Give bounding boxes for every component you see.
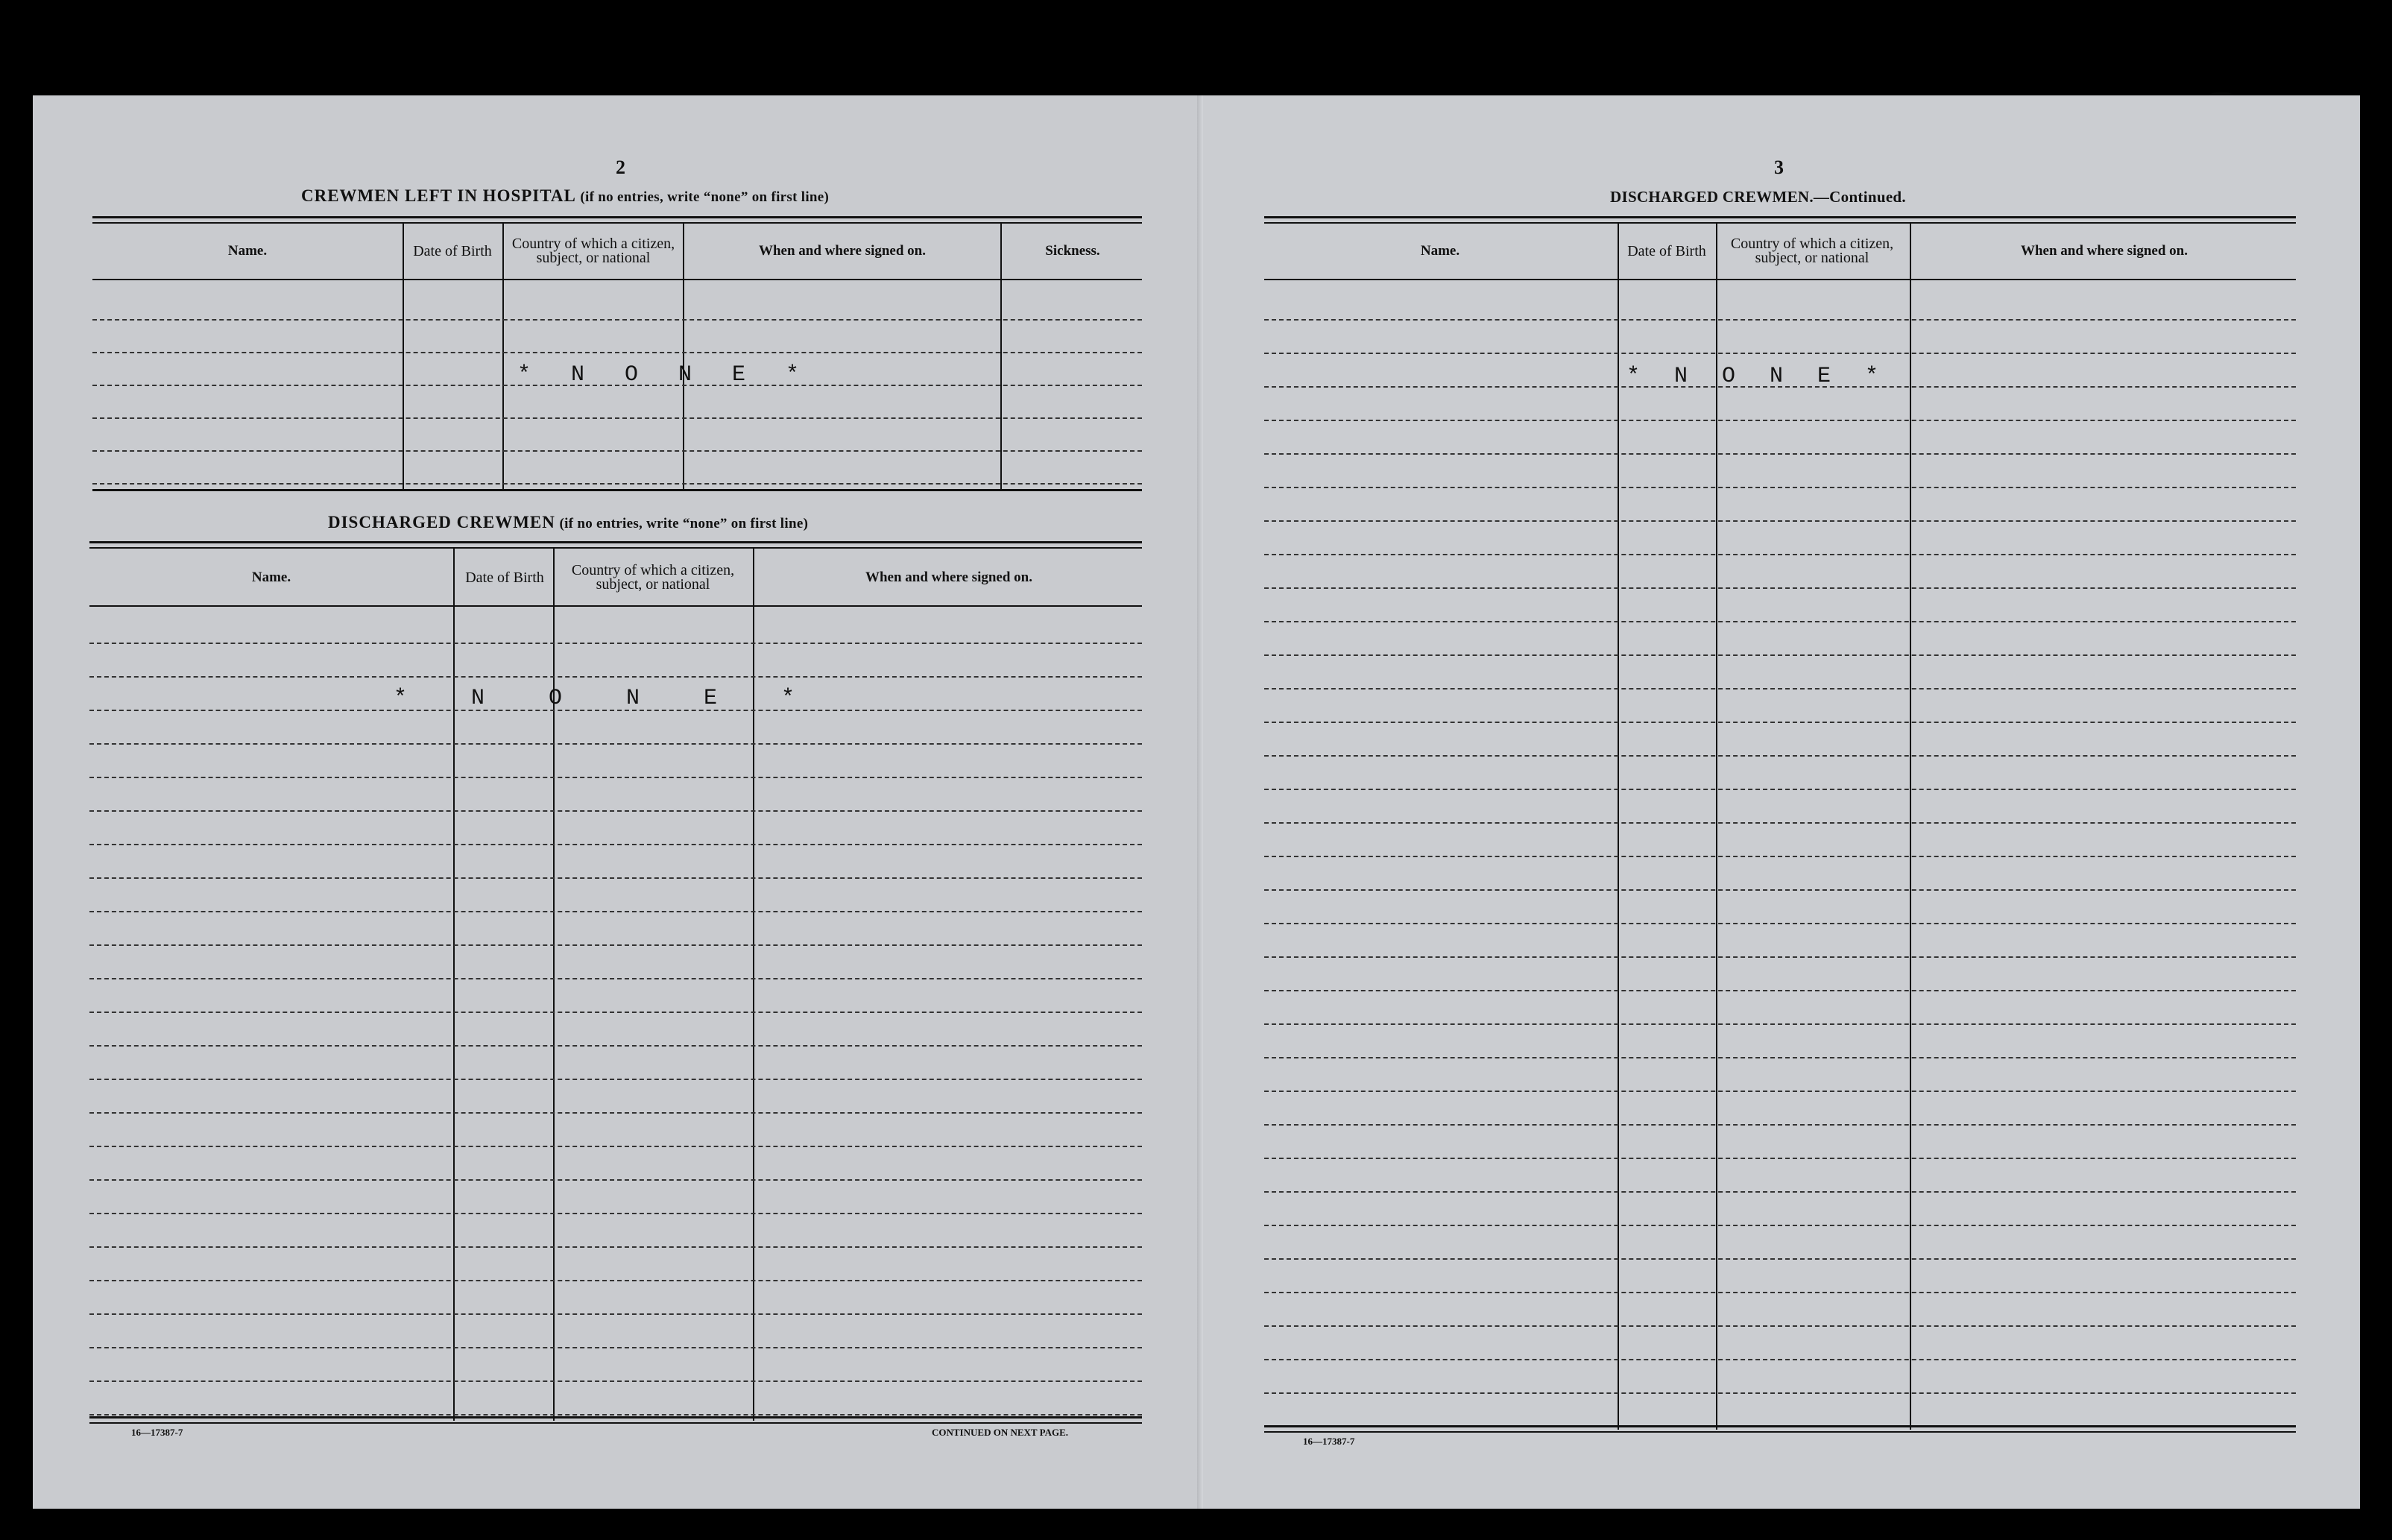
continued-note: CONTINUED ON NEXT PAGE. (932, 1427, 1068, 1438)
ruled-line (1264, 1225, 2296, 1226)
ruled-line (89, 1246, 1142, 1248)
ruled-line (1264, 487, 2296, 488)
ruled-line (1264, 789, 2296, 790)
ruled-line (1264, 755, 2296, 757)
ruled-line (89, 1414, 1142, 1416)
ruled-line (1264, 1359, 2296, 1360)
ruled-line (1264, 1057, 2296, 1058)
ruled-line (1264, 1191, 2296, 1193)
discharged-header-dob: Date of Birth (465, 569, 544, 586)
hospital-none-entry: * N O N E * (517, 362, 813, 388)
ruled-line (89, 743, 1142, 745)
left-page (33, 95, 1203, 1509)
discharged-header-signed-on: When and where signed on. (865, 569, 1032, 585)
ruled-line (89, 1313, 1142, 1315)
ruled-line (1264, 621, 2296, 622)
ruled-line (89, 1012, 1142, 1013)
ruled-line (1264, 856, 2296, 857)
hospital-header-dob: Date of Birth (413, 242, 492, 259)
ruled-line (89, 810, 1142, 812)
ruled-line (1264, 990, 2296, 991)
ruled-line (89, 1179, 1142, 1181)
page-number-left: 2 (616, 157, 625, 178)
discharged-section-title (328, 513, 808, 532)
hospital-header-signed-on: When and where signed on. (758, 243, 926, 259)
ruled-line (1264, 654, 2296, 656)
hospital-title-note: (if no entries, write “none” on first line) (580, 189, 830, 205)
ruled-line (89, 911, 1142, 912)
right-page (1203, 95, 2360, 1509)
ruled-line (1264, 1392, 2296, 1394)
ruled-line (1264, 1158, 2296, 1159)
hospital-header-country: Country of which a citizen, subject, or national (511, 236, 675, 266)
ruled-line (89, 877, 1142, 879)
ruled-line (1264, 1124, 2296, 1126)
ruled-line (1264, 923, 2296, 924)
ruled-line (1264, 453, 2296, 455)
ruled-line (1264, 1292, 2296, 1293)
right-header-signed-on: When and where signed on. (2020, 243, 2188, 259)
ruled-line (89, 844, 1142, 845)
ruled-line (1264, 353, 2296, 354)
ruled-line (89, 944, 1142, 946)
ruled-line (1264, 822, 2296, 824)
ruled-line (89, 1079, 1142, 1080)
right-section-title (1610, 188, 1906, 206)
ruled-line (1264, 554, 2296, 555)
discharged-title-main: DISCHARGED CREWMEN (328, 513, 555, 531)
ruled-line (1264, 520, 2296, 522)
ruled-line (1264, 1023, 2296, 1025)
ruled-line (1264, 889, 2296, 891)
ruled-line (1264, 420, 2296, 421)
hospital-header-sickness: Sickness. (1045, 243, 1100, 259)
ruled-line (89, 1380, 1142, 1382)
ruled-line (89, 1347, 1142, 1348)
discharged-header-name: Name. (251, 569, 291, 585)
ruled-line (1264, 722, 2296, 723)
ruled-line (1264, 956, 2296, 958)
ruled-line (1264, 1091, 2296, 1092)
ruled-line (1264, 319, 2296, 321)
right-header-country: Country of which a citizen, subject, or national (1730, 236, 1894, 266)
ruled-line (1264, 688, 2296, 689)
ruled-line (1264, 1258, 2296, 1260)
ruled-line (89, 1045, 1142, 1047)
ruled-line (89, 1146, 1142, 1147)
ruled-line (1264, 1325, 2296, 1327)
ruled-line (89, 777, 1142, 778)
page-number-right: 3 (1774, 157, 1784, 178)
discharged-none-entry: * N O N E * (394, 686, 821, 711)
right-header-name: Name. (1420, 243, 1460, 259)
right-form-number: 16—17387-7 (1303, 1436, 1355, 1447)
ruled-line (1264, 587, 2296, 589)
right-none-entry: * N O N E * (1626, 364, 1890, 389)
right-header-dob: Date of Birth (1627, 242, 1706, 259)
right-title-text: DISCHARGED CREWMEN.—Continued. (1610, 188, 1906, 206)
ruled-line (89, 978, 1142, 979)
discharged-title-note: (if no entries, write “none” on first line) (559, 516, 809, 531)
ruled-line (89, 1112, 1142, 1114)
left-form-number: 16—17387-7 (131, 1427, 183, 1438)
ruled-line (89, 1213, 1142, 1214)
hospital-title-main: CREWMEN LEFT IN HOSPITAL (301, 186, 576, 205)
hospital-section-title (301, 186, 829, 206)
hospital-header-name: Name. (227, 243, 268, 259)
discharged-header-country: Country of which a citizen, subject, or national (571, 562, 735, 593)
ruled-line (89, 1280, 1142, 1281)
ruled-line (89, 676, 1142, 678)
ruled-line (89, 643, 1142, 644)
